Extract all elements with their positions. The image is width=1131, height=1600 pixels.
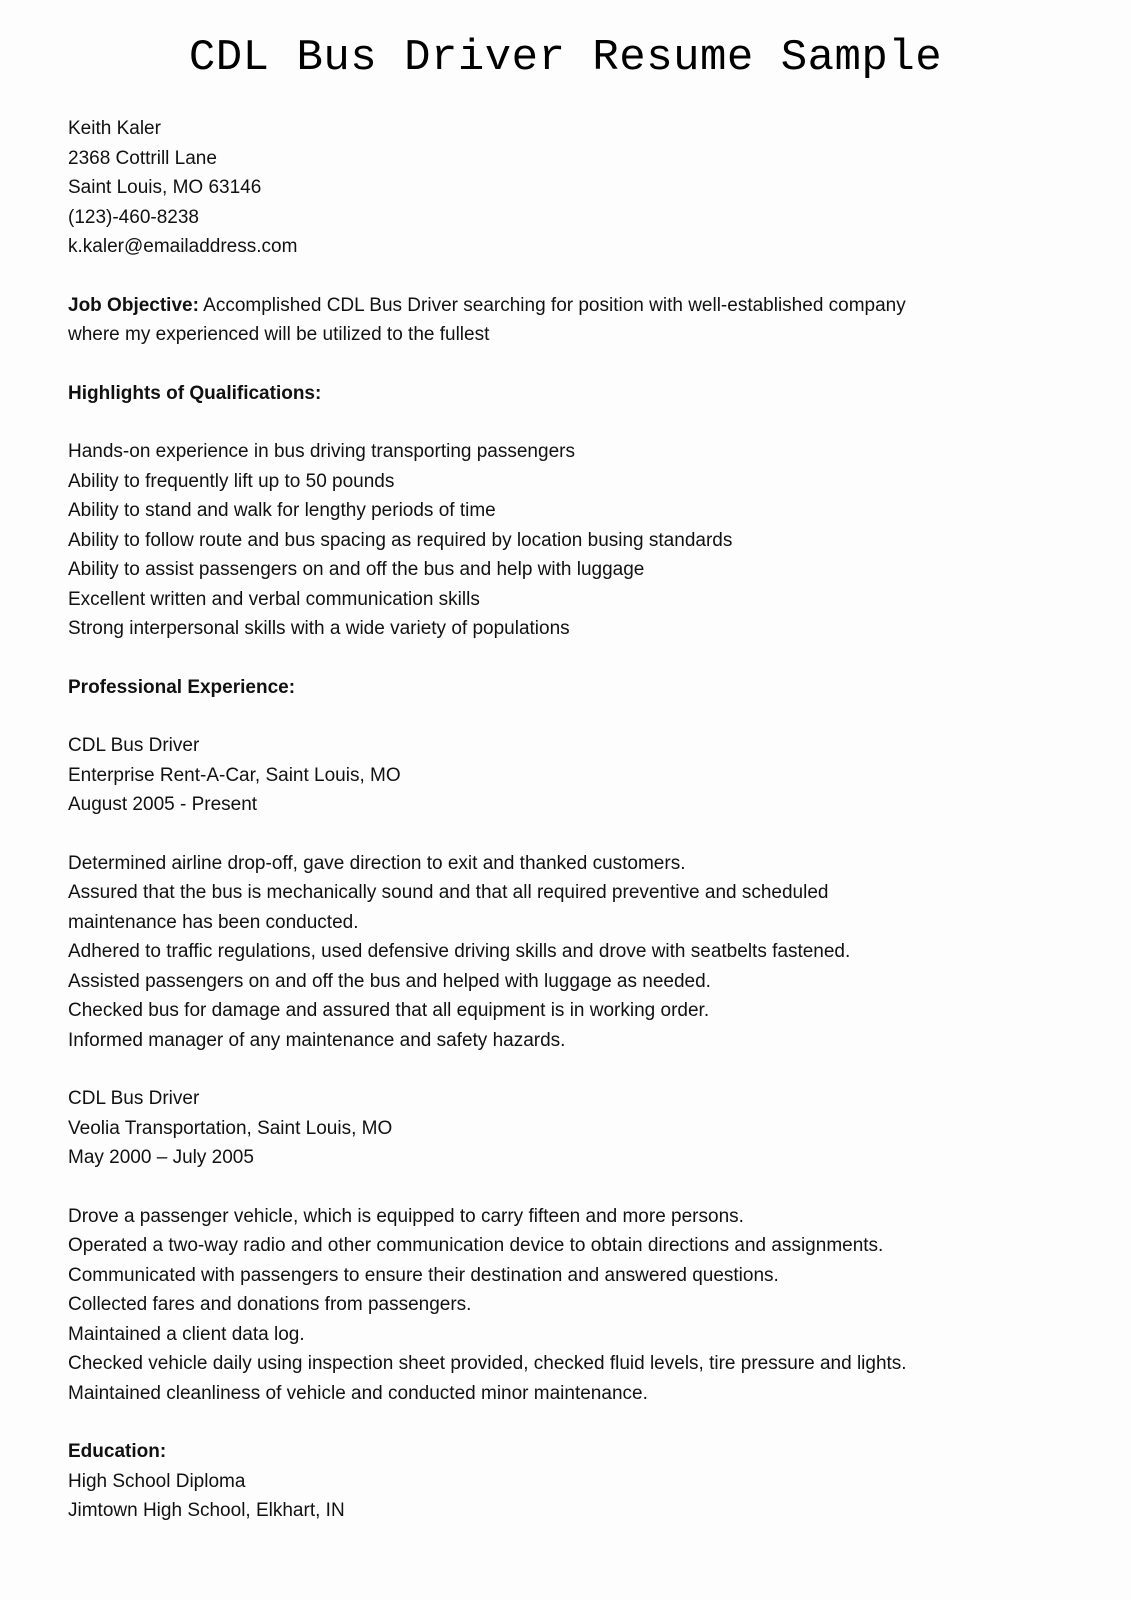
contact-street: 2368 Cottrill Lane	[68, 147, 217, 169]
job-duty: Communicated with passengers to ensure their destination and answered questions.	[68, 1264, 779, 1286]
job-title: CDL Bus Driver	[68, 1088, 200, 1109]
spacer	[68, 350, 1068, 379]
job-duty: maintenance has been conducted.	[68, 911, 359, 933]
job-entry-1	[68, 731, 1068, 1055]
job-duty: Checked bus for damage and assured that all equipment is in working order.	[68, 1000, 710, 1021]
education-block	[68, 1437, 1068, 1526]
spacer	[68, 262, 1068, 291]
objective-line-1	[68, 291, 1068, 321]
job-duty: Adhered to traffic regulations, used defensive driving skills and drove with seatbelts fastened.	[68, 941, 851, 962]
education-heading: Education:	[68, 1441, 167, 1462]
experience-block	[68, 673, 1068, 1409]
job-dates: May 2000 – July 2005	[68, 1147, 254, 1168]
qualification-item: Hands-on experience in bus driving transporting passengers	[68, 441, 575, 462]
qualification-item: Ability to follow route and bus spacing as required by location busing standards	[68, 529, 733, 551]
job-duty: Assisted passengers on and off the bus and helped with luggage as needed.	[68, 970, 711, 992]
objective-label: Job Objective:	[68, 294, 199, 316]
job-duty: Collected fares and donations from passengers.	[68, 1294, 472, 1315]
contact-phone: (123)-460-8238	[68, 206, 199, 228]
qualification-item: Strong interpersonal skills with a wide variety of populations	[68, 618, 570, 639]
job-dates: August 2005 - Present	[68, 794, 258, 815]
objective-block	[68, 291, 1068, 350]
qualification-item: Ability to stand and walk for lengthy periods of time	[68, 500, 496, 521]
job-duty: Checked vehicle daily using inspection sheet provided, checked fluid levels, tire pressure and lights.	[68, 1353, 907, 1374]
contact-block	[68, 114, 1068, 262]
job-title: CDL Bus Driver	[68, 735, 200, 756]
resume-content	[68, 114, 1068, 1526]
qualifications-heading: Highlights of Qualifications:	[68, 382, 322, 404]
contact-name: Keith Kaler	[68, 118, 161, 139]
page-title: CDL Bus Driver Resume Sample	[188, 33, 943, 83]
spacer	[68, 408, 1068, 437]
objective-text-2: where my experienced will be utilized to the fullest	[68, 324, 490, 345]
qualification-item: Ability to frequently lift up to 50 pounds	[68, 470, 395, 492]
job-entry-2	[68, 1084, 1068, 1408]
qualification-item: Excellent written and verbal communication skills	[68, 588, 480, 610]
objective-text-1: Accomplished CDL Bus Driver searching for position with well-established company	[198, 294, 906, 316]
job-duty: Maintained a client data log.	[68, 1323, 305, 1345]
spacer	[68, 1055, 1068, 1084]
job-duty: Operated a two-way radio and other communication device to obtain directions and assignments.	[68, 1235, 884, 1256]
spacer	[68, 1408, 1068, 1437]
job-duty: Maintained cleanliness of vehicle and conducted minor maintenance.	[68, 1382, 648, 1404]
spacer	[68, 1173, 1068, 1202]
spacer	[68, 820, 1068, 849]
job-duty: Assured that the bus is mechanically sound and that all required preventive and scheduled	[68, 882, 829, 903]
job-duty: Determined airline drop-off, gave direction to exit and thanked customers.	[68, 852, 686, 874]
education-school: Jimtown High School, Elkhart, IN	[68, 1500, 345, 1521]
qualifications-block	[68, 379, 1068, 644]
experience-heading: Professional Experience:	[68, 676, 296, 698]
job-company: Veolia Transportation, Saint Louis, MO	[68, 1117, 393, 1139]
contact-email: k.kaler@emailaddress.com	[68, 236, 298, 257]
spacer	[68, 702, 1068, 731]
job-company: Enterprise Rent-A-Car, Saint Louis, MO	[68, 764, 401, 786]
spacer	[68, 644, 1068, 673]
job-duty: Informed manager of any maintenance and safety hazards.	[68, 1029, 566, 1051]
qualification-item: Ability to assist passengers on and off the bus and help with luggage	[68, 559, 645, 580]
education-degree: High School Diploma	[68, 1470, 246, 1492]
job-duty: Drove a passenger vehicle, which is equipped to carry fifteen and more persons.	[68, 1205, 744, 1227]
contact-city: Saint Louis, MO 63146	[68, 177, 262, 198]
